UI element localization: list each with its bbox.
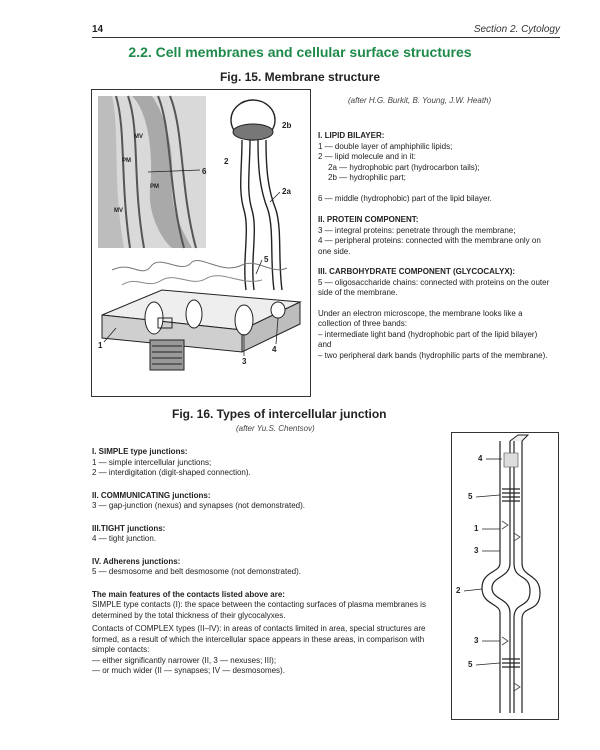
tight-heading: III.TIGHT junctions: bbox=[92, 523, 166, 533]
fig16-legend bbox=[92, 440, 444, 677]
label-4: 4 bbox=[272, 345, 277, 354]
features-text-4: — or much wider (II — synapses; IV — desmosomes). bbox=[92, 666, 285, 675]
micro-label-pm-2: PM bbox=[150, 184, 159, 190]
membrane-3d-model bbox=[102, 260, 300, 370]
em-text-2: – intermediate light band (hydrophobic part of the lipid bilayer) bbox=[318, 329, 538, 339]
header-rule bbox=[92, 37, 560, 38]
fig15-figure bbox=[91, 89, 311, 397]
fig16-label-4: 4 bbox=[478, 454, 483, 463]
junction-illustration bbox=[452, 433, 558, 719]
page-number: 14 bbox=[92, 24, 104, 35]
fig16-label-1: 1 bbox=[474, 524, 479, 533]
features-text-2: Contacts of COMPLEX types (II–IV): in areas of contacts limited in area, special structures are formed, as a result of which the intercellular space appears in these areas, in comparison with simple contacts: bbox=[92, 624, 426, 654]
cell-junction-drawing bbox=[482, 435, 540, 713]
features-heading: The main features of the contacts listed above are: bbox=[92, 589, 285, 599]
lipid-item-1: 1 — double layer of amphiphilic lipids; bbox=[318, 141, 453, 151]
fig16-label-3-bottom: 3 bbox=[474, 636, 479, 645]
adh-heading: IV. Adherens junctions: bbox=[92, 556, 181, 566]
simple-item-1: 1 — simple intercellular junctions; bbox=[92, 457, 212, 467]
lipid-heading: I. LIPID BILAYER: bbox=[318, 131, 385, 140]
fig16-figure bbox=[451, 432, 559, 720]
label-2b: 2b bbox=[282, 121, 292, 130]
micro-label-pm-1: PM bbox=[122, 158, 131, 164]
fig16-title: Fig. 16. Types of intercellular junction bbox=[172, 407, 387, 421]
lipid-item-2b: 2b — hydrophilic part; bbox=[328, 173, 406, 182]
fig15-title: Fig. 15. Membrane structure bbox=[219, 70, 381, 84]
protein-heading: II. PROTEIN COMPONENT: bbox=[318, 215, 419, 224]
fig16-credit: (after Yu.S. Chentsov) bbox=[236, 424, 315, 433]
protein-item-4: 4 — peripheral proteins: connected with the membrane only on one side. bbox=[318, 236, 541, 256]
label-2a: 2a bbox=[282, 187, 291, 196]
label-2: 2 bbox=[224, 157, 229, 166]
em-text-4: – two peripheral dark bands (hydrophilic parts of the membrane). bbox=[318, 350, 548, 360]
lipid-item-2a: 2a — hydrophobic part (hydrocarbon tails); bbox=[328, 162, 480, 172]
section-title: Section 2. Cytology bbox=[473, 24, 560, 35]
comm-heading: II. COMMUNICATING junctions: bbox=[92, 490, 211, 500]
label-1: 1 bbox=[98, 341, 103, 350]
em-text-1: Under an electron microscope, the membrane looks like a collection of three bands: bbox=[318, 308, 523, 328]
carb-heading: III. CARBOHYDRATE COMPONENT (GLYCOCALYX): bbox=[318, 267, 516, 276]
label-3: 3 bbox=[242, 357, 247, 366]
protein-item-3: 3 — integral proteins: penetrate through the membrane; bbox=[318, 225, 516, 235]
em-text-3: and bbox=[318, 340, 332, 349]
fig15-credit: (after H.G. Burkit, B. Young, J.W. Heath) bbox=[348, 96, 492, 105]
micro-label-mv-top: MV bbox=[134, 134, 143, 140]
comm-item-3: 3 — gap-junction (nexus) and synapses (not demonstrated). bbox=[92, 501, 306, 510]
features-text-1: SIMPLE type contacts (I): the space between the contacting surfaces of plasma membranes is determined by the total thickness of their glycocalyxes. bbox=[92, 600, 426, 620]
fig16-label-5-bottom: 5 bbox=[468, 660, 473, 669]
features-text-3: — either significantly narrower (II, 3 — nexuses; III); bbox=[92, 655, 277, 665]
tight-item-4: 4 — tight junction. bbox=[92, 534, 157, 543]
lipid-item-2: 2 — lipid molecule and in it: bbox=[318, 152, 416, 161]
page-title: 2.2. Cell membranes and cellular surface structures bbox=[128, 44, 472, 60]
carb-item-5: 5 — oligosaccharide chains: connected with proteins on the outer side of the membrane. bbox=[318, 277, 550, 297]
label-6: 6 bbox=[202, 167, 207, 176]
membrane-illustration bbox=[92, 90, 310, 396]
lipid-molecule bbox=[231, 100, 282, 290]
label-5: 5 bbox=[264, 255, 269, 264]
fig15-legend bbox=[318, 124, 556, 361]
simple-item-2: 2 — interdigitation (digit-shaped connection). bbox=[92, 468, 251, 477]
lipid-item-6: 6 — middle (hydrophobic) part of the lipid bilayer. bbox=[318, 193, 492, 203]
fig16-label-2: 2 bbox=[456, 586, 461, 595]
fig16-label-3-top: 3 bbox=[474, 546, 479, 555]
simple-heading: I. SIMPLE type junctions: bbox=[92, 447, 188, 456]
fig16-label-5-top: 5 bbox=[468, 492, 473, 501]
micro-label-mv-bottom: MV bbox=[114, 208, 123, 214]
adh-item-5: 5 — desmosome and belt desmosome (not demonstrated). bbox=[92, 567, 301, 576]
